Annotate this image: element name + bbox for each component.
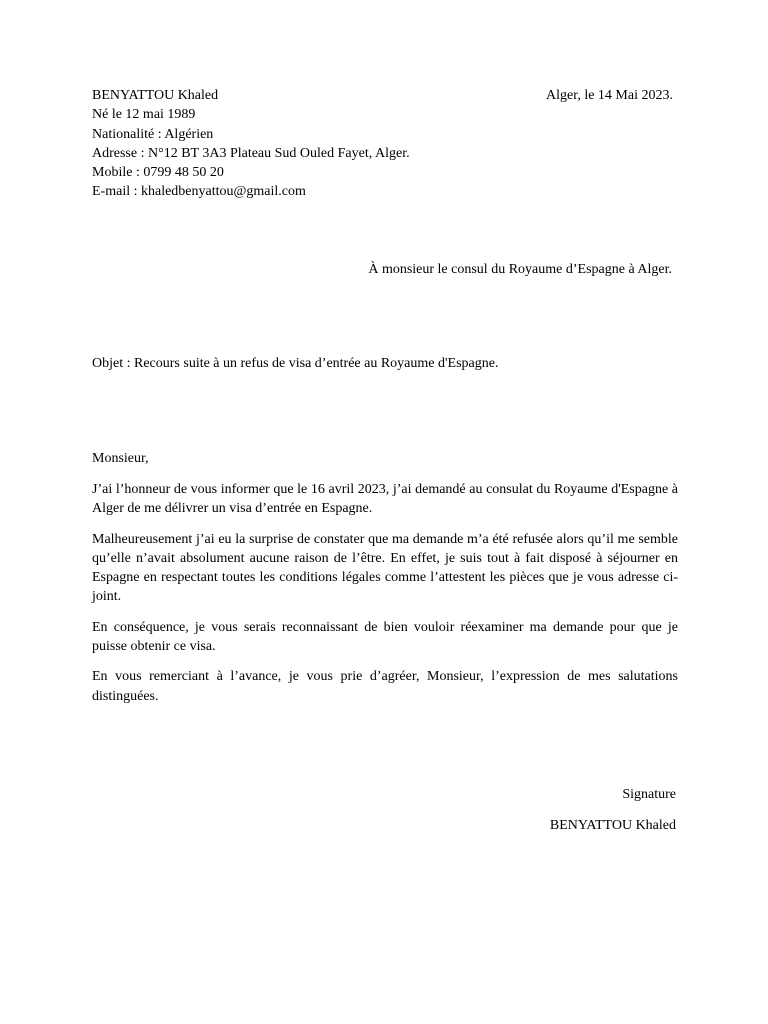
signature-label: Signature — [622, 787, 676, 802]
sender-mobile: Mobile : 0799 48 50 20 — [92, 165, 224, 181]
sender-address: Adresse : N°12 BT 3A3 Plateau Sud Ouled Fayet, Alger. — [92, 145, 410, 161]
letter-date: Alger, le 14 Mai 2023. — [546, 88, 673, 103]
sender-birth: Né le 12 mai 1989 — [92, 107, 196, 123]
recipient-line: À monsieur le consul du Royaume d’Espagne à Alger. — [368, 262, 672, 277]
sender-email: E-mail : khaledbenyattou@gmail.com — [92, 184, 306, 200]
sender-name: BENYATTOU Khaled — [92, 88, 219, 103]
subject-line: Objet : Recours suite à un refus de visa d’entrée au Royaume d'Espagne. — [92, 356, 499, 371]
sender-block — [92, 86, 410, 202]
salutation: Monsieur, — [92, 451, 149, 466]
letter-body — [92, 480, 678, 717]
signature-name: BENYATTOU Khaled — [549, 818, 676, 833]
sender-nationality: Nationalité : Algérien — [92, 126, 214, 142]
body-paragraph-1: J’ai l’honneur de vous informer que le 16 avril 2023, j’ai demandé au consulat du Royaume d'Espagne à Alger de me délivrer un visa d’entrée en Espagne. — [92, 482, 678, 517]
body-paragraph-2: Malheureusement j’ai eu la surprise de constater que ma demande m’a été refusée alors qu’il me semble qu’elle n’avait absolument aucune raison de l’être. En effet, je suis tout à fait disposé à séjourner en Espagne en respectant toutes les conditions légales comme l’attestent les pièces que je vous adresse ci-joint. — [92, 531, 678, 605]
body-paragraph-3: En conséquence, je vous serais reconnaissant de bien vouloir réexaminer ma demande pour que je puisse obtenir ce visa. — [92, 619, 678, 655]
body-paragraph-4: En vous remerciant à l’avance, je vous prie d’agréer, Monsieur, l’expression de mes salutations distinguées. — [92, 669, 678, 704]
